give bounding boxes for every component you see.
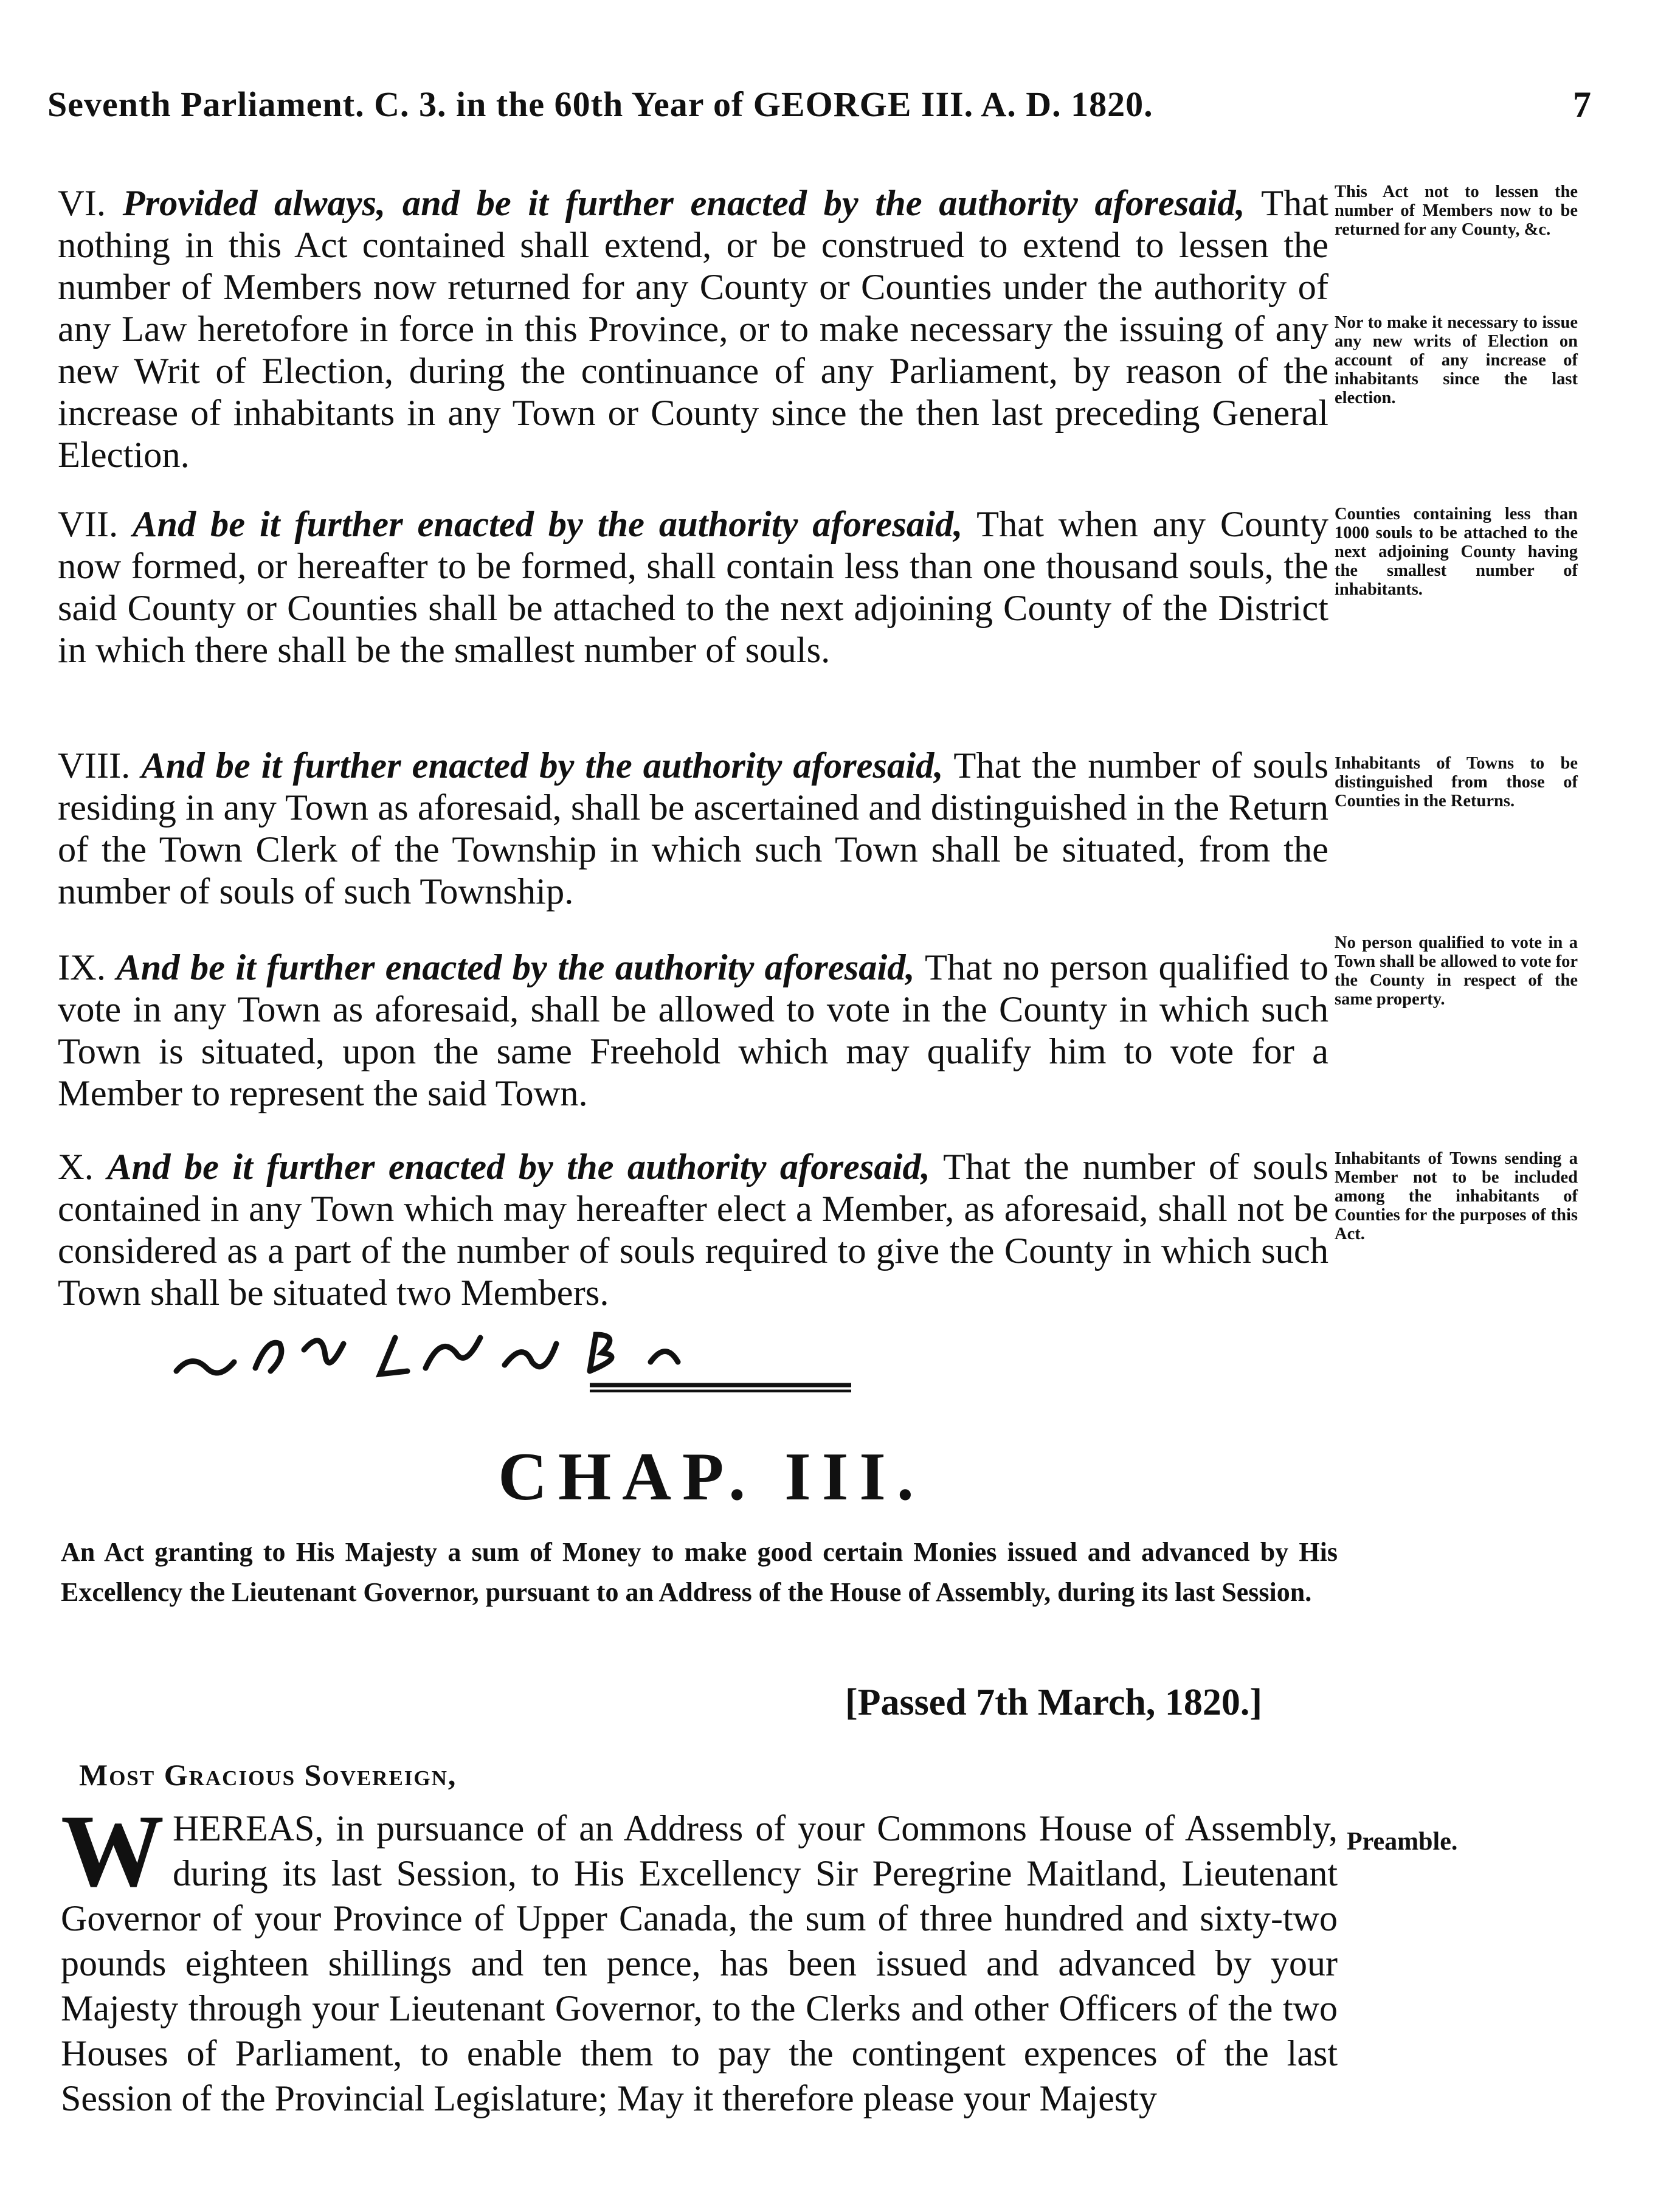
section-vi <box>58 182 1328 476</box>
act-title: An Act granting to His Majesty a sum of Money to make good certain Monies issued and advanced by His Excellency the Lieutenant Governor, pursuant to an Address of the House of Assembly, during its last Session. <box>61 1537 1338 1607</box>
section-x <box>58 1146 1328 1314</box>
section-text: That when any County now formed, or hereafter to be formed, shall contain less than one thousand souls, the said County or Counties shall be attached to the next adjoining County of the District in which there shall be the smallest number of souls. <box>58 504 1329 671</box>
salutation: Most Gracious Sovereign, <box>79 1758 457 1792</box>
section-text: That no person qualified to vote in any Town as aforesaid, shall be allowed to vote in the County in which such Town is situated, upon the same Freehold which may qualify him to vote for a Member to represent the said Town. <box>58 947 1329 1114</box>
section-text: That the number of souls residing in any Town as aforesaid, shall be ascertained and distinguished in the Return of the Town Clerk of the Township in which such Town shall be situated, from the number of souls of such Township. <box>58 745 1329 912</box>
margin-note-vi-a: This Act not to lessen the number of Members now to be returned for any County, &c. <box>1335 182 1578 239</box>
section-viii <box>58 745 1328 913</box>
running-head: Seventh Parliament. C. 3. in the 60th Year of GEORGE III. A. D. 1820. <box>47 85 1153 124</box>
section-number: IX. <box>58 947 106 988</box>
passed-date: [Passed 7th March, 1820.] <box>845 1682 1262 1723</box>
margin-note-preamble: Preamble. <box>1347 1828 1458 1856</box>
section-text: That nothing in this Act contained shall extend, or be construed to extend to lessen the number of Members now returned for any County or Counties under the authority of any Law heretofore in force in this Province, or to make necessary the issuing of any new Writ of Election, during the continuance of any Parliament, by reason of the increase of inhabitants in any Town or County since the then last preceding General Election. <box>58 183 1328 475</box>
enacting-clause: And be it further enacted by the authority aforesaid, <box>132 504 963 545</box>
preamble-text: HEREAS, in pursuance of an Address of your Commons House of Assembly, during its last Session, to His Excellency Sir Peregrine Maitland, Lieutenant Governor of your Province of Upper Canada, the sum of three hundred and sixty-two pounds eighteen shillings and ten pence, has been issued and advanced by your Majesty through your Lieutenant Governor, to the Clerks and other Officers of the two Houses of Parliament, to enable them to pay the contingent expences of the last Session of the Provincial Legislature; May it therefore please your Majesty <box>61 1808 1338 2118</box>
enacting-clause: And be it further enacted by the authority aforesaid, <box>107 1147 930 1187</box>
preamble-paragraph <box>61 1794 1338 2121</box>
section-vii <box>58 503 1328 671</box>
section-number: VIII. <box>58 745 131 786</box>
handwritten-annotation <box>164 1313 894 1392</box>
enacting-clause: And be it further enacted by the authority aforesaid, <box>141 745 944 786</box>
section-number: X. <box>58 1147 94 1187</box>
section-text: That the number of souls contained in any Town which may hereafter elect a Member, as aforesaid, shall not be considered as a part of the number of souls required to give the County in which such Town shall be situated two Members. <box>58 1147 1329 1313</box>
enacting-clause: Provided always, and be it further enacted by the authority aforesaid, <box>122 183 1245 224</box>
section-number: VII. <box>58 504 119 545</box>
drop-cap: W <box>61 1794 164 1908</box>
margin-note-ix: No person qualified to vote in a Town shall be allowed to vote for the County in respect of the same property. <box>1335 933 1578 1009</box>
margin-note-x: Inhabitants of Towns sending a Member not to be included among the inhabitants of Counties for the purposes of this Act. <box>1335 1149 1578 1243</box>
page-number: 7 <box>1573 85 1592 125</box>
section-ix <box>58 947 1328 1115</box>
chapter-heading: CHAP. III. <box>498 1439 925 1515</box>
margin-note-vii: Counties containing less than 1000 souls to be attached to the next adjoining County having the smallest number of inhabitants. <box>1335 505 1578 599</box>
enacting-clause: And be it further enacted by the authority aforesaid, <box>116 947 915 988</box>
margin-note-vi-b: Nor to make it necessary to issue any new writs of Election on account of any increase of inhabitants since the last election. <box>1335 313 1578 407</box>
section-number: VI. <box>58 183 106 224</box>
margin-note-viii: Inhabitants of Towns to be distinguished from those of Counties in the Returns. <box>1335 754 1578 810</box>
running-header <box>47 84 1592 139</box>
